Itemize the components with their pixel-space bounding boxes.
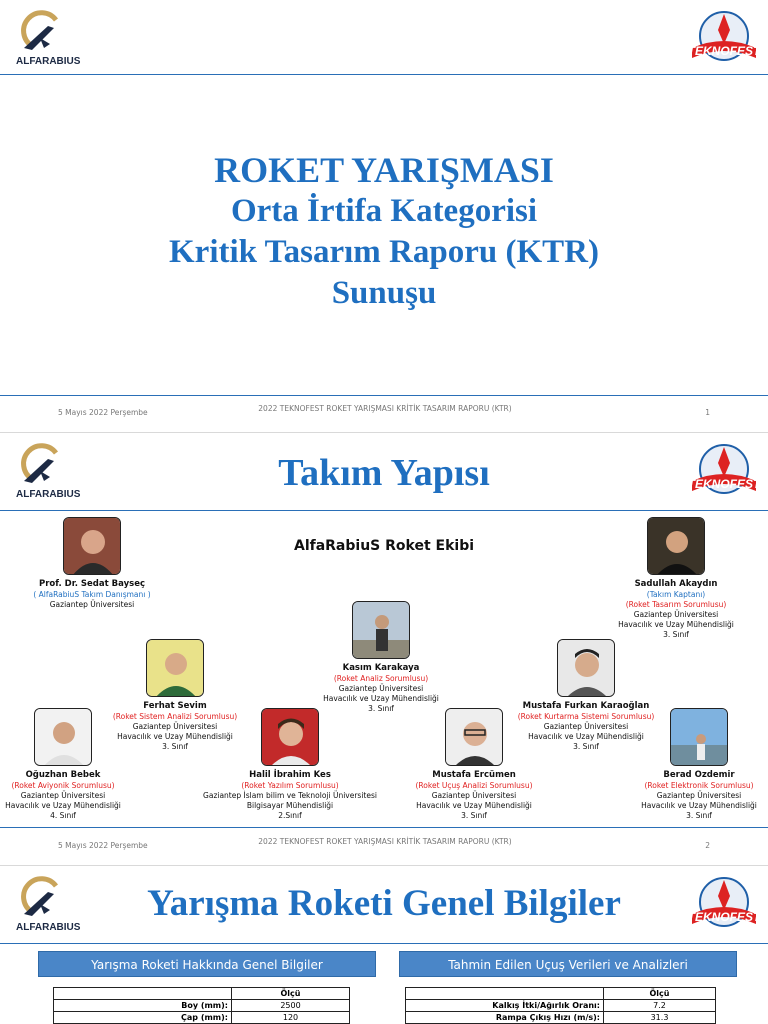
member-role: (Roket Elektronik Sorumlusu) bbox=[644, 781, 754, 790]
member-photo bbox=[34, 708, 92, 766]
slide-title: Takım Yapısı bbox=[278, 452, 490, 494]
member-name: Kasım Karakaya bbox=[342, 663, 420, 673]
member-name: Mustafa Furkan Karaoğlan bbox=[522, 701, 650, 711]
member-department: Havacılık ve Uzay Mühendisliği bbox=[528, 732, 644, 741]
general-info-table bbox=[53, 987, 350, 1024]
member-name: Halil İbrahim Kes bbox=[249, 770, 331, 780]
member-role: (Roket Analiz Sorumlusu) bbox=[333, 674, 429, 683]
table-header-cell: Ölçü bbox=[232, 988, 350, 1000]
flight-data-table bbox=[405, 987, 716, 1024]
svg-text:ALFARABIUS: ALFARABIUS bbox=[16, 56, 81, 67]
member-department: Havacılık ve Uzay Mühendisliği bbox=[5, 801, 121, 810]
footer-title: 2022 TEKNOFEST ROKET YARIŞMASI KRİTİK TASARIM RAPORU (KTR) bbox=[258, 404, 512, 413]
member-year: 4. Sınıf bbox=[50, 811, 76, 820]
member-school: Gaziantep Üniversitesi bbox=[543, 722, 629, 731]
title-line-1: ROKET YARIŞMASI bbox=[214, 150, 554, 190]
member-school: Gaziantep Üniversitesi bbox=[20, 791, 106, 800]
member-photo bbox=[146, 639, 204, 697]
member-year: 3. Sınıf bbox=[663, 630, 689, 639]
member-photo bbox=[352, 601, 410, 659]
member-year: 3. Sınıf bbox=[686, 811, 712, 820]
table-value: 7.2 bbox=[604, 1000, 716, 1012]
member-name: Berad Ozdemir bbox=[663, 770, 735, 780]
title-line-3: Kritik Tasarım Raporu (KTR) bbox=[169, 234, 599, 270]
title-line-2: Orta İrtifa Kategorisi bbox=[230, 193, 538, 229]
table-value: 2500 bbox=[232, 1000, 350, 1012]
member-school: Gaziantep Üniversitesi bbox=[633, 610, 719, 619]
member-name: Ferhat Sevim bbox=[143, 701, 207, 711]
member-photo bbox=[670, 708, 728, 766]
footer-title: 2022 TEKNOFEST ROKET YARIŞMASI KRİTİK TASARIM RAPORU (KTR) bbox=[258, 837, 512, 846]
table-header-row bbox=[406, 988, 716, 1000]
member-role: (Roket Sistem Analizi Sorumlusu) bbox=[112, 712, 238, 721]
table-key: Rampa Çıkış Hızı (m/s): bbox=[406, 1012, 604, 1024]
member-department: Havacılık ve Uzay Mühendisliği bbox=[641, 801, 757, 810]
team-member bbox=[0, 708, 126, 821]
table-cell bbox=[406, 988, 604, 1000]
team-member bbox=[306, 601, 456, 714]
footer-date: 5 Mayıs 2022 Perşembe bbox=[58, 841, 148, 850]
team-heading: AlfaRabiuS Roket Ekibi bbox=[293, 538, 475, 554]
table-key: Çap (mm): bbox=[54, 1012, 232, 1024]
table-row bbox=[54, 1012, 350, 1024]
member-school: Gaziantep Üniversitesi bbox=[431, 791, 517, 800]
header-divider bbox=[0, 510, 768, 511]
team-member bbox=[596, 517, 756, 640]
svg-text:TEKNOFEST: TEKNOFEST bbox=[687, 910, 761, 924]
team-member bbox=[190, 708, 390, 821]
svg-text:TEKNOFEST: TEKNOFEST bbox=[687, 44, 761, 58]
member-photo bbox=[63, 517, 121, 575]
member-photo bbox=[261, 708, 319, 766]
table-header-row bbox=[54, 988, 350, 1000]
slide-title: Yarışma Roketi Genel Bilgiler bbox=[147, 883, 621, 924]
member-year: 3. Sınıf bbox=[461, 811, 487, 820]
alfarabius-logo bbox=[10, 8, 100, 68]
team-member bbox=[399, 708, 549, 821]
member-photo bbox=[445, 708, 503, 766]
member-role: (Roket Uçuş Analizi Sorumlusu) bbox=[415, 781, 533, 790]
title-line-4: Sunuşu bbox=[331, 275, 437, 311]
member-school: Gaziantep Üniversitesi bbox=[132, 722, 218, 731]
member-role: (Roket Yazılım Sorumlusu) bbox=[241, 781, 339, 790]
svg-text:ALFARABIUS: ALFARABIUS bbox=[16, 922, 81, 933]
svg-text:ALFARABIUS: ALFARABIUS bbox=[16, 489, 81, 500]
member-year: 3. Sınıf bbox=[162, 742, 188, 751]
footer-date: 5 Mayıs 2022 Perşembe bbox=[58, 408, 148, 417]
member-department: Havacılık ve Uzay Mühendisliği bbox=[117, 732, 233, 741]
member-school: Gaziantep Üniversitesi bbox=[338, 684, 424, 693]
member-role: ( AlfaRabiuS Takım Danışmanı ) bbox=[33, 590, 151, 599]
member-photo bbox=[647, 517, 705, 575]
teknofest-logo bbox=[686, 8, 762, 70]
header-divider bbox=[0, 74, 768, 75]
member-school: Gaziantep Üniversitesi bbox=[656, 791, 742, 800]
member-name: Prof. Dr. Sedat Bayseç bbox=[39, 579, 145, 589]
member-year: 2.Sınıf bbox=[278, 811, 302, 820]
footer-divider bbox=[0, 827, 768, 828]
header-divider bbox=[0, 943, 768, 944]
table-row bbox=[406, 1000, 716, 1012]
table-key: Kalkış İtki/Ağırlık Oranı: bbox=[406, 1000, 604, 1012]
member-department: Havacılık ve Uzay Mühendisliği bbox=[618, 620, 734, 629]
table-row bbox=[54, 1000, 350, 1012]
table-row bbox=[406, 1012, 716, 1024]
slide-1 bbox=[0, 0, 768, 432]
slide-2 bbox=[0, 433, 768, 865]
slide-3 bbox=[0, 866, 768, 1024]
member-photo bbox=[557, 639, 615, 697]
member-role: (Roket Aviyonik Sorumlusu) bbox=[11, 781, 115, 790]
member-role: (Takım Kaptanı) bbox=[646, 590, 706, 599]
member-school: Gaziantep İslam bilim ve Teknoloji Üniversitesi bbox=[203, 791, 377, 800]
general-info-header: Yarışma Roketi Hakkında Genel Bilgiler bbox=[38, 951, 376, 977]
member-name: Sadullah Akaydın bbox=[634, 579, 718, 589]
member-role: (Roket Kurtarma Sistemi Sorumlusu) bbox=[517, 712, 655, 721]
footer-divider bbox=[0, 395, 768, 396]
footer-page-number: 1 bbox=[705, 408, 710, 417]
table-value: 120 bbox=[232, 1012, 350, 1024]
table-cell bbox=[54, 988, 232, 1000]
member-name: Mustafa Ercümen bbox=[432, 770, 516, 780]
table-header-cell: Ölçü bbox=[604, 988, 716, 1000]
team-member bbox=[630, 708, 768, 821]
table-key: Boy (mm): bbox=[54, 1000, 232, 1012]
footer-page-number: 2 bbox=[705, 841, 710, 850]
slide-footer bbox=[0, 831, 768, 861]
member-role-secondary: (Roket Tasarım Sorumlusu) bbox=[625, 600, 727, 609]
slide-footer bbox=[0, 398, 768, 428]
cover-title bbox=[0, 150, 768, 314]
member-department: Bilgisayar Mühendisliği bbox=[246, 801, 334, 810]
flight-data-header: Tahmin Edilen Uçuş Verileri ve Analizleri bbox=[399, 951, 737, 977]
table-value: 31.3 bbox=[604, 1012, 716, 1024]
team-member bbox=[22, 517, 162, 610]
member-department: Havacılık ve Uzay Mühendisliği bbox=[323, 694, 439, 703]
member-name: Oğuzhan Bebek bbox=[25, 770, 101, 780]
svg-text:TEKNOFEST: TEKNOFEST bbox=[687, 477, 761, 491]
member-year: 3. Sınıf bbox=[573, 742, 599, 751]
member-year: 3. Sınıf bbox=[368, 704, 394, 713]
member-department: Havacılık ve Uzay Mühendisliği bbox=[416, 801, 532, 810]
member-school: Gaziantep Üniversitesi bbox=[49, 600, 135, 609]
